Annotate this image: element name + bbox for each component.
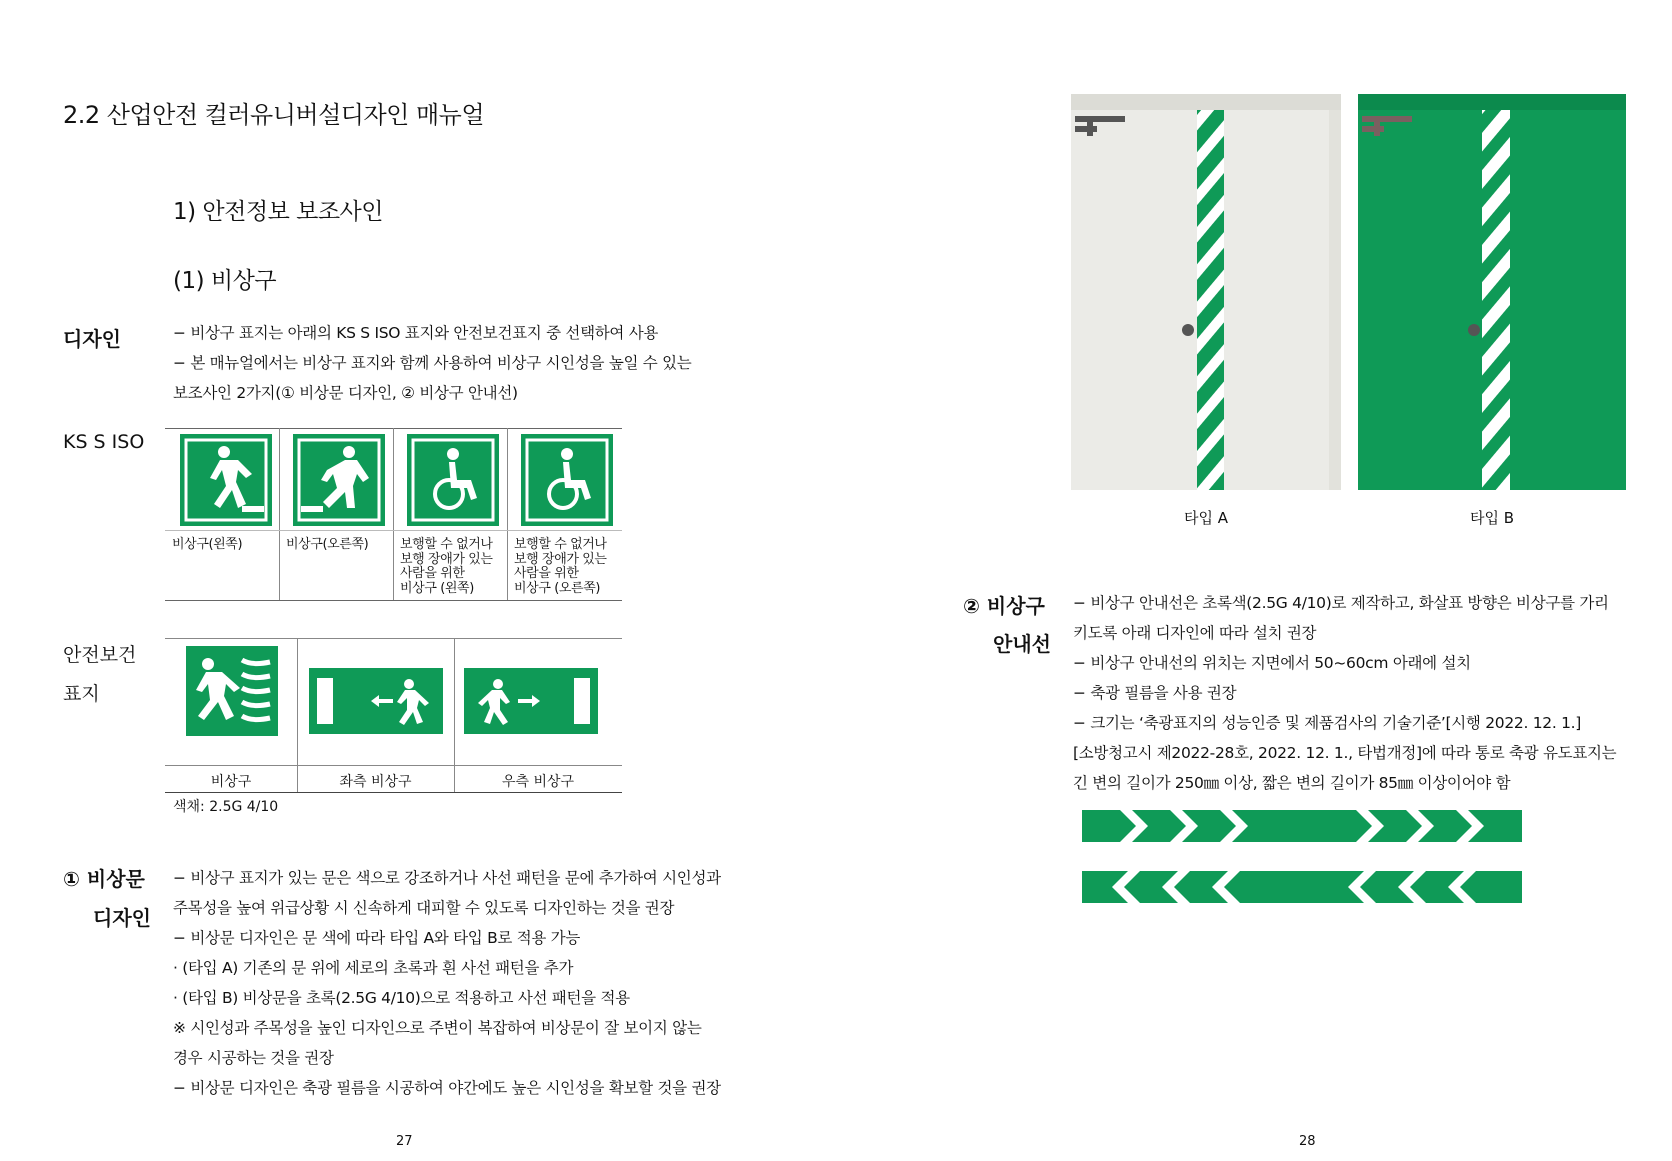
ks-caption-2: 비상구(오른쪽) — [286, 537, 369, 552]
design-bullet: − 본 매뉴얼에서는 비상구 표지와 함께 사용하여 비상구 시인성을 높일 수 있는 — [173, 354, 692, 372]
page-number-left: 27 — [396, 1134, 413, 1149]
door-bullet: 주목성을 높여 위급상황 시 신속하게 대피할 수 있도록 디자인하는 것을 권장 — [173, 899, 675, 917]
page-number-right: 28 — [1299, 1134, 1316, 1149]
right-arrow-guide-strip — [1082, 810, 1522, 842]
left-arrow-guide-strip — [1082, 871, 1522, 903]
design-bullet: − 비상구 표지는 아래의 KS S ISO 표지와 안전보건표지 중 선택하여 사용 — [173, 324, 659, 342]
design-label: 디자인 — [63, 327, 121, 351]
door-bullet: − 비상문 디자인은 축광 필름을 시공하여 야간에도 높은 시인성을 확보할 것을 권장 — [173, 1079, 721, 1097]
guide-line-label-2: 안내선 — [993, 632, 1051, 656]
door-design-label-1: ① 비상문 — [63, 867, 145, 891]
safety-caption: 비상구 — [210, 774, 252, 790]
subsection-title: 1) 안전정보 보조사인 — [173, 199, 383, 225]
safety-caption: 좌측 비상구 — [339, 774, 412, 790]
door-bullet: ※ 시인성과 주목성을 높인 디자인으로 주변이 복잡하여 비상문이 잘 보이지 않는 — [173, 1019, 702, 1037]
wheelchair-exit-left-sign-icon — [407, 434, 499, 526]
guide-bullet: − 크기는 ‘축광표지의 성능인증 및 제품검사의 기술기준’[시행 2022. 12. 1.] — [1073, 714, 1582, 732]
ks-caption-4: 보행할 수 없거나 보행 장애가 있는 사람을 위한 비상구 (오른쪽) — [514, 537, 607, 596]
guide-bullet: − 비상구 안내선의 위치는 지면에서 50~60cm 아래에 설치 — [1073, 654, 1471, 672]
safety-caption: 우측 비상구 — [501, 774, 575, 790]
exit-right-sign-icon — [293, 434, 385, 526]
door-type-a-illustration — [1071, 94, 1341, 490]
ks-label: KS S ISO — [63, 431, 145, 453]
door-type-b-illustration — [1358, 94, 1626, 490]
guide-bullet: 긴 변의 길이가 250㎜ 이상, 짧은 변의 길이가 85㎜ 이상이어야 함 — [1073, 774, 1511, 792]
guide-bullet: 키도록 아래 디자인에 따라 설치 권장 — [1073, 624, 1317, 642]
section-title: 2.2 산업안전 컬러유니버설디자인 매뉴얼 — [63, 101, 484, 129]
safety-label-2: 표지 — [63, 683, 100, 705]
emergency-exit-sign-icon — [186, 646, 278, 736]
wheelchair-exit-right-sign-icon — [521, 434, 613, 526]
ks-caption-1: 비상구(왼쪽) — [172, 537, 243, 552]
right-exit-sign-icon — [464, 668, 598, 734]
ks-caption-3: 보행할 수 없거나 보행 장애가 있는 사람을 위한 비상구 (왼쪽) — [400, 537, 493, 596]
guide-line-label-1: ② 비상구 — [963, 594, 1045, 618]
guide-bullet: [소방청고시 제2022-28호, 2022. 12. 1., 타법개정]에 따라 통로 축광 유도표지는 — [1073, 744, 1617, 762]
door-bullet: · (타입 A) 기존의 문 위에 세로의 초록과 흰 사선 패턴을 추가 — [173, 959, 574, 977]
type-b-label: 타입 B — [1469, 509, 1515, 527]
door-bullet: − 비상문 디자인은 문 색에 따라 타입 A와 타입 B로 적용 가능 — [173, 929, 581, 947]
guide-bullet: − 축광 필름을 사용 권장 — [1073, 684, 1237, 702]
type-a-label: 타입 A — [1183, 509, 1228, 527]
color-note: 색채: 2.5G 4/10 — [173, 799, 279, 815]
door-bullet: · (타입 B) 비상문을 초록(2.5G 4/10)으로 적용하고 사선 패턴을 적용 — [173, 989, 630, 1007]
item-title: (1) 비상구 — [173, 268, 277, 294]
safety-label-1: 안전보건 — [63, 644, 137, 666]
design-bullet: 보조사인 2가지(① 비상문 디자인, ② 비상구 안내선) — [173, 384, 518, 402]
exit-left-sign-icon — [180, 434, 272, 526]
guide-bullet: − 비상구 안내선은 초록색(2.5G 4/10)로 제작하고, 화살표 방향은 비상구를 가리 — [1073, 594, 1609, 612]
door-bullet: 경우 시공하는 것을 권장 — [173, 1049, 334, 1067]
left-exit-sign-icon — [309, 668, 443, 734]
door-design-label-2: 디자인 — [93, 906, 151, 930]
door-bullet: − 비상구 표지가 있는 문은 색으로 강조하거나 사선 패턴을 문에 추가하여 시인성과 — [173, 869, 721, 887]
